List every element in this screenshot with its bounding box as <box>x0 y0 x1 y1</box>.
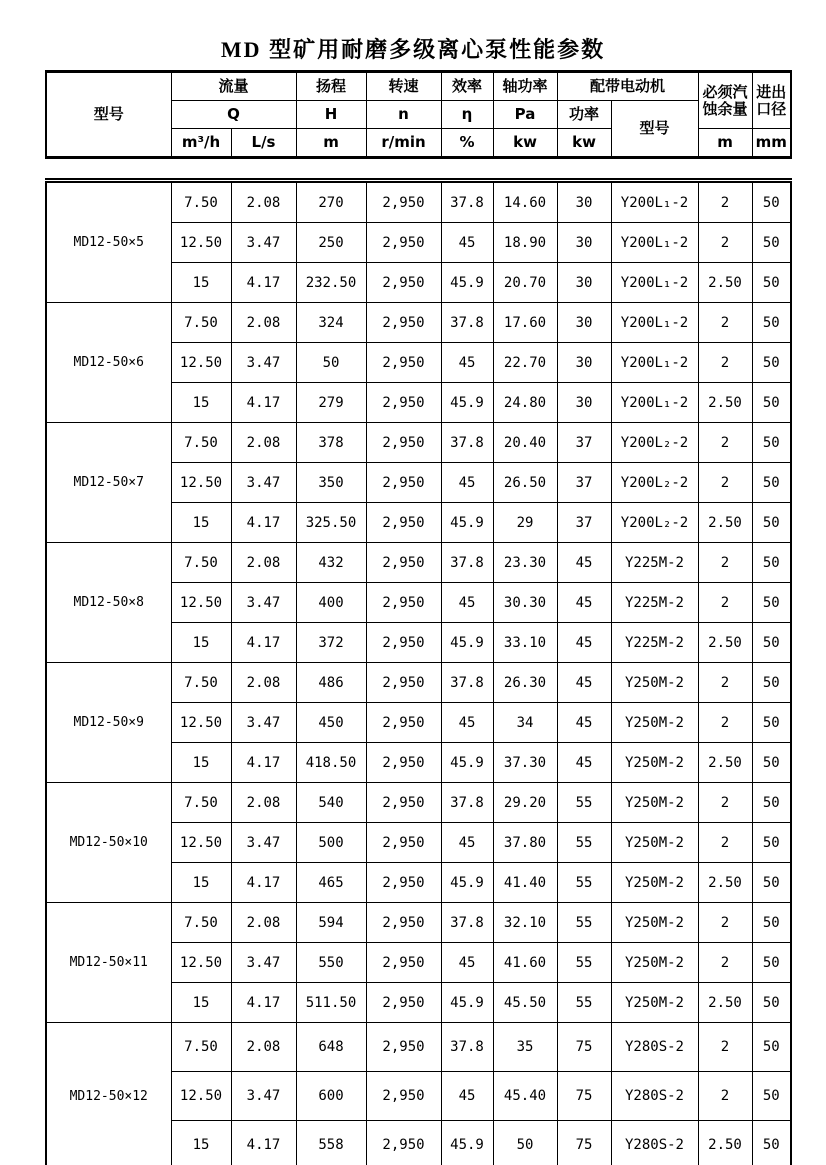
data-cell: 279 <box>296 383 366 423</box>
data-cell: 30 <box>557 223 611 263</box>
header-efficiency-unit: % <box>441 129 493 158</box>
data-cell: 45 <box>441 1072 493 1121</box>
data-cell: 2 <box>698 823 752 863</box>
data-cell: 2.08 <box>231 663 296 703</box>
data-cell: 3.47 <box>231 943 296 983</box>
header-npsh-unit: m <box>698 129 752 158</box>
data-cell: 3.47 <box>231 463 296 503</box>
data-cell: 2 <box>698 303 752 343</box>
data-cell: 12.50 <box>171 703 231 743</box>
data-cell: 600 <box>296 1072 366 1121</box>
data-cell: 2.50 <box>698 1121 752 1165</box>
data-cell: 33.10 <box>493 623 557 663</box>
data-cell: Y250M-2 <box>611 743 698 783</box>
data-cell: 50 <box>752 223 791 263</box>
data-cell: 12.50 <box>171 583 231 623</box>
table-row <box>46 663 791 703</box>
data-cell: 12.50 <box>171 463 231 503</box>
header-npsh-line1: 必须汽 <box>702 83 748 101</box>
data-cell: 3.47 <box>231 343 296 383</box>
data-cell: 2,950 <box>366 503 441 543</box>
data-cell: 30 <box>557 303 611 343</box>
data-cell: 26.30 <box>493 663 557 703</box>
data-cell: 55 <box>557 783 611 823</box>
data-cell: 55 <box>557 863 611 903</box>
data-cell: 540 <box>296 783 366 823</box>
data-cell: 2.50 <box>698 743 752 783</box>
data-cell: 50 <box>752 423 791 463</box>
data-cell: 15 <box>171 1121 231 1165</box>
data-cell: 50 <box>752 303 791 343</box>
data-cell: 450 <box>296 703 366 743</box>
data-cell: 50 <box>752 503 791 543</box>
data-cell: 15 <box>171 383 231 423</box>
data-cell: 250 <box>296 223 366 263</box>
data-cell: 45 <box>557 663 611 703</box>
data-cell: 2 <box>698 423 752 463</box>
header-speed: 转速 <box>366 72 441 101</box>
header-flow-unit-ls: L/s <box>231 129 296 158</box>
data-cell: 37.80 <box>493 823 557 863</box>
data-cell: 2 <box>698 903 752 943</box>
data-cell: 3.47 <box>231 823 296 863</box>
data-cell: 18.90 <box>493 223 557 263</box>
data-cell: Y200L₁-2 <box>611 383 698 423</box>
data-cell: 37.8 <box>441 303 493 343</box>
data-cell: 50 <box>752 663 791 703</box>
table-row <box>46 783 791 823</box>
data-cell: 511.50 <box>296 983 366 1023</box>
data-cell: 55 <box>557 903 611 943</box>
data-cell: 26.50 <box>493 463 557 503</box>
header-head: 扬程 <box>296 72 366 101</box>
header-shaft-power-unit: kw <box>493 129 557 158</box>
data-cell: 41.40 <box>493 863 557 903</box>
data-cell: Y250M-2 <box>611 783 698 823</box>
data-cell: 50 <box>752 783 791 823</box>
page-title: MD 型矿用耐磨多级离心泵性能参数 <box>220 37 606 62</box>
data-cell: 45.40 <box>493 1072 557 1121</box>
data-cell: 2,950 <box>366 1121 441 1165</box>
data-cell: 2 <box>698 943 752 983</box>
header-shaft-power: 轴功率 <box>493 72 557 101</box>
data-cell: 2.50 <box>698 383 752 423</box>
data-cell: 12.50 <box>171 943 231 983</box>
pump-table-body <box>45 178 792 1165</box>
data-cell: 2,950 <box>366 463 441 503</box>
data-cell: 2 <box>698 223 752 263</box>
data-cell: 558 <box>296 1121 366 1165</box>
data-cell: 37.8 <box>441 903 493 943</box>
data-cell: 30 <box>557 343 611 383</box>
data-cell: Y250M-2 <box>611 903 698 943</box>
data-cell: 45.9 <box>441 983 493 1023</box>
data-cell: 2 <box>698 1072 752 1121</box>
data-cell: 50 <box>752 583 791 623</box>
data-cell: Y280S-2 <box>611 1072 698 1121</box>
table-row <box>46 1023 791 1072</box>
data-cell: 372 <box>296 623 366 663</box>
data-cell: 50 <box>752 1121 791 1165</box>
data-cell: Y200L₁-2 <box>611 181 698 223</box>
data-cell: 45 <box>441 703 493 743</box>
data-cell: 12.50 <box>171 1072 231 1121</box>
data-cell: 45.50 <box>493 983 557 1023</box>
data-cell: 41.60 <box>493 943 557 983</box>
data-cell: 45.9 <box>441 503 493 543</box>
data-cell: 50 <box>752 903 791 943</box>
data-cell: 2 <box>698 463 752 503</box>
data-cell: 50 <box>296 343 366 383</box>
data-cell: 37.8 <box>441 543 493 583</box>
data-cell: 2.50 <box>698 863 752 903</box>
data-cell: Y200L₁-2 <box>611 223 698 263</box>
header-port <box>752 72 791 129</box>
header-motor-model: 型号 <box>611 101 698 158</box>
header-motor-power-unit: kw <box>557 129 611 158</box>
data-cell: Y280S-2 <box>611 1023 698 1072</box>
data-cell: 2 <box>698 543 752 583</box>
data-cell: 2,950 <box>366 263 441 303</box>
data-cell: 2.50 <box>698 623 752 663</box>
data-cell: 232.50 <box>296 263 366 303</box>
data-cell: 378 <box>296 423 366 463</box>
data-cell: 75 <box>557 1023 611 1072</box>
data-cell: 2,950 <box>366 543 441 583</box>
data-cell: 7.50 <box>171 663 231 703</box>
data-cell: Y250M-2 <box>611 703 698 743</box>
data-cell: 4.17 <box>231 1121 296 1165</box>
header-row-1 <box>46 72 791 101</box>
data-cell: 50 <box>493 1121 557 1165</box>
header-speed-unit: r/min <box>366 129 441 158</box>
header-efficiency-symbol: η <box>441 101 493 129</box>
data-cell: 55 <box>557 823 611 863</box>
table-row <box>46 903 791 943</box>
data-cell: 30.30 <box>493 583 557 623</box>
data-cell: 45 <box>441 343 493 383</box>
data-cell: 418.50 <box>296 743 366 783</box>
data-cell: 4.17 <box>231 863 296 903</box>
data-cell: 15 <box>171 503 231 543</box>
data-cell: 50 <box>752 383 791 423</box>
data-cell: 45 <box>557 543 611 583</box>
data-cell: 2,950 <box>366 623 441 663</box>
data-cell: 2,950 <box>366 383 441 423</box>
data-cell: 45 <box>441 583 493 623</box>
data-cell: 50 <box>752 263 791 303</box>
data-cell: 15 <box>171 863 231 903</box>
pump-model-cell: MD12-50×11 <box>46 903 171 1023</box>
data-cell: 2.08 <box>231 783 296 823</box>
data-cell: 2.08 <box>231 1023 296 1072</box>
data-cell: 30 <box>557 263 611 303</box>
data-cell: 4.17 <box>231 623 296 663</box>
data-cell: Y200L₁-2 <box>611 343 698 383</box>
data-cell: 17.60 <box>493 303 557 343</box>
data-cell: Y200L₂-2 <box>611 503 698 543</box>
data-cell: 7.50 <box>171 423 231 463</box>
data-cell: 324 <box>296 303 366 343</box>
data-cell: 12.50 <box>171 823 231 863</box>
data-cell: Y250M-2 <box>611 983 698 1023</box>
data-cell: Y280S-2 <box>611 1121 698 1165</box>
header-port-line2: 口径 <box>756 99 787 118</box>
data-cell: 15 <box>171 263 231 303</box>
data-cell: 465 <box>296 863 366 903</box>
data-cell: 37 <box>557 503 611 543</box>
header-flow-symbol: Q <box>171 101 296 129</box>
header-model: 型号 <box>46 72 171 158</box>
header-head-unit: m <box>296 129 366 158</box>
data-cell: 45.9 <box>441 623 493 663</box>
data-cell: 32.10 <box>493 903 557 943</box>
data-cell: 2,950 <box>366 423 441 463</box>
data-cell: 45 <box>557 743 611 783</box>
data-cell: 37.8 <box>441 1023 493 1072</box>
data-cell: 45.9 <box>441 863 493 903</box>
data-cell: 2 <box>698 703 752 743</box>
data-cell: 2 <box>698 583 752 623</box>
data-cell: 594 <box>296 903 366 943</box>
pump-model-cell: MD12-50×8 <box>46 543 171 663</box>
data-cell: 37.8 <box>441 783 493 823</box>
pump-model-cell: MD12-50×6 <box>46 303 171 423</box>
data-cell: 50 <box>752 823 791 863</box>
data-cell: 45 <box>441 223 493 263</box>
header-motor: 配带电动机 <box>557 72 698 101</box>
data-cell: 2 <box>698 783 752 823</box>
data-cell: 648 <box>296 1023 366 1072</box>
data-cell: 3.47 <box>231 1072 296 1121</box>
data-cell: 2.08 <box>231 181 296 223</box>
data-cell: 3.47 <box>231 703 296 743</box>
data-cell: 45 <box>557 703 611 743</box>
data-cell: 50 <box>752 703 791 743</box>
data-cell: 50 <box>752 943 791 983</box>
data-cell: 4.17 <box>231 263 296 303</box>
data-cell: 4.17 <box>231 743 296 783</box>
data-cell: 7.50 <box>171 783 231 823</box>
data-cell: 2,950 <box>366 181 441 223</box>
data-cell: 23.30 <box>493 543 557 583</box>
data-cell: 50 <box>752 181 791 223</box>
header-flow: 流量 <box>171 72 296 101</box>
data-cell: 2,950 <box>366 823 441 863</box>
data-cell: 486 <box>296 663 366 703</box>
pump-model-cell: MD12-50×10 <box>46 783 171 903</box>
data-cell: 50 <box>752 623 791 663</box>
data-cell: 29.20 <box>493 783 557 823</box>
data-cell: 30 <box>557 383 611 423</box>
header-port-unit: mm <box>752 129 791 158</box>
data-cell: 2,950 <box>366 783 441 823</box>
data-cell: 30 <box>557 181 611 223</box>
data-cell: 37.8 <box>441 663 493 703</box>
data-cell: 2.50 <box>698 263 752 303</box>
data-cell: 45 <box>557 623 611 663</box>
data-cell: 2,950 <box>366 863 441 903</box>
header-port-line1: 进出 <box>756 83 787 101</box>
data-cell: 12.50 <box>171 223 231 263</box>
data-cell: 37.8 <box>441 423 493 463</box>
data-cell: Y250M-2 <box>611 823 698 863</box>
pump-table-rows <box>46 181 791 1165</box>
data-cell: 7.50 <box>171 543 231 583</box>
data-cell: 2,950 <box>366 943 441 983</box>
data-cell: 45 <box>441 823 493 863</box>
data-cell: 15 <box>171 623 231 663</box>
data-cell: Y250M-2 <box>611 663 698 703</box>
pump-table-header <box>45 70 792 159</box>
data-cell: 55 <box>557 943 611 983</box>
data-cell: Y250M-2 <box>611 943 698 983</box>
data-cell: 24.80 <box>493 383 557 423</box>
data-cell: 2,950 <box>366 983 441 1023</box>
data-cell: 2.08 <box>231 543 296 583</box>
data-cell: 325.50 <box>296 503 366 543</box>
data-cell: 2,950 <box>366 743 441 783</box>
data-cell: 50 <box>752 543 791 583</box>
pump-model-cell: MD12-50×9 <box>46 663 171 783</box>
data-cell: 37 <box>557 463 611 503</box>
data-cell: 45.9 <box>441 383 493 423</box>
pump-model-cell: MD12-50×12 <box>46 1023 171 1165</box>
data-cell: 2,950 <box>366 303 441 343</box>
data-cell: 34 <box>493 703 557 743</box>
data-cell: 2,950 <box>366 343 441 383</box>
data-cell: 14.60 <box>493 181 557 223</box>
data-cell: 2 <box>698 343 752 383</box>
header-head-symbol: H <box>296 101 366 129</box>
data-cell: 4.17 <box>231 983 296 1023</box>
data-cell: Y200L₁-2 <box>611 263 698 303</box>
data-cell: 2,950 <box>366 703 441 743</box>
data-cell: 2 <box>698 1023 752 1072</box>
data-cell: Y200L₂-2 <box>611 463 698 503</box>
data-cell: 2,950 <box>366 903 441 943</box>
data-cell: 2 <box>698 181 752 223</box>
data-cell: Y250M-2 <box>611 863 698 903</box>
data-cell: 4.17 <box>231 503 296 543</box>
data-cell: 50 <box>752 1072 791 1121</box>
data-cell: 50 <box>752 1023 791 1072</box>
table-row <box>46 181 791 223</box>
table-row <box>46 543 791 583</box>
data-cell: 400 <box>296 583 366 623</box>
data-cell: 270 <box>296 181 366 223</box>
data-cell: 2.08 <box>231 303 296 343</box>
header-efficiency: 效率 <box>441 72 493 101</box>
data-cell: 35 <box>493 1023 557 1072</box>
data-cell: 15 <box>171 743 231 783</box>
data-cell: 55 <box>557 983 611 1023</box>
header-npsh-line2: 蚀余量 <box>702 99 748 118</box>
data-cell: 50 <box>752 863 791 903</box>
data-cell: 7.50 <box>171 303 231 343</box>
data-cell: 22.70 <box>493 343 557 383</box>
table-row <box>46 303 791 343</box>
data-cell: 350 <box>296 463 366 503</box>
data-cell: 75 <box>557 1072 611 1121</box>
header-npsh <box>698 72 752 129</box>
pump-model-cell: MD12-50×7 <box>46 423 171 543</box>
data-cell: 7.50 <box>171 1023 231 1072</box>
data-cell: 432 <box>296 543 366 583</box>
data-cell: 75 <box>557 1121 611 1165</box>
data-cell: 45.9 <box>441 743 493 783</box>
pump-model-cell: MD12-50×5 <box>46 181 171 303</box>
data-cell: 2.50 <box>698 983 752 1023</box>
data-cell: 37 <box>557 423 611 463</box>
data-cell: 50 <box>752 743 791 783</box>
data-cell: 2,950 <box>366 223 441 263</box>
header-flow-unit-m3h: m³/h <box>171 129 231 158</box>
data-cell: 45 <box>441 943 493 983</box>
data-cell: 37.8 <box>441 181 493 223</box>
data-cell: Y225M-2 <box>611 583 698 623</box>
data-cell: 50 <box>752 343 791 383</box>
data-cell: 550 <box>296 943 366 983</box>
data-cell: 3.47 <box>231 223 296 263</box>
data-cell: 2,950 <box>366 663 441 703</box>
data-cell: 50 <box>752 463 791 503</box>
data-cell: 2 <box>698 663 752 703</box>
data-cell: Y200L₁-2 <box>611 303 698 343</box>
data-cell: 20.40 <box>493 423 557 463</box>
data-cell: 12.50 <box>171 343 231 383</box>
data-cell: 45.9 <box>441 1121 493 1165</box>
header-shaft-power-symbol: Pa <box>493 101 557 129</box>
data-cell: 45.9 <box>441 263 493 303</box>
data-cell: 29 <box>493 503 557 543</box>
data-cell: 7.50 <box>171 181 231 223</box>
table-row <box>46 423 791 463</box>
data-cell: 2,950 <box>366 1072 441 1121</box>
data-cell: 4.17 <box>231 383 296 423</box>
data-cell: 45 <box>441 463 493 503</box>
data-cell: 50 <box>752 983 791 1023</box>
data-cell: Y200L₂-2 <box>611 423 698 463</box>
data-cell: 2,950 <box>366 1023 441 1072</box>
data-cell: 3.47 <box>231 583 296 623</box>
data-cell: 2.08 <box>231 423 296 463</box>
data-cell: 45 <box>557 583 611 623</box>
data-cell: 2.50 <box>698 503 752 543</box>
data-cell: 20.70 <box>493 263 557 303</box>
data-cell: 2.08 <box>231 903 296 943</box>
header-motor-power: 功率 <box>557 101 611 129</box>
data-cell: Y225M-2 <box>611 543 698 583</box>
data-cell: 37.30 <box>493 743 557 783</box>
data-cell: 7.50 <box>171 903 231 943</box>
header-speed-symbol: n <box>366 101 441 129</box>
data-cell: 500 <box>296 823 366 863</box>
data-cell: 15 <box>171 983 231 1023</box>
data-cell: 2,950 <box>366 583 441 623</box>
data-cell: Y225M-2 <box>611 623 698 663</box>
